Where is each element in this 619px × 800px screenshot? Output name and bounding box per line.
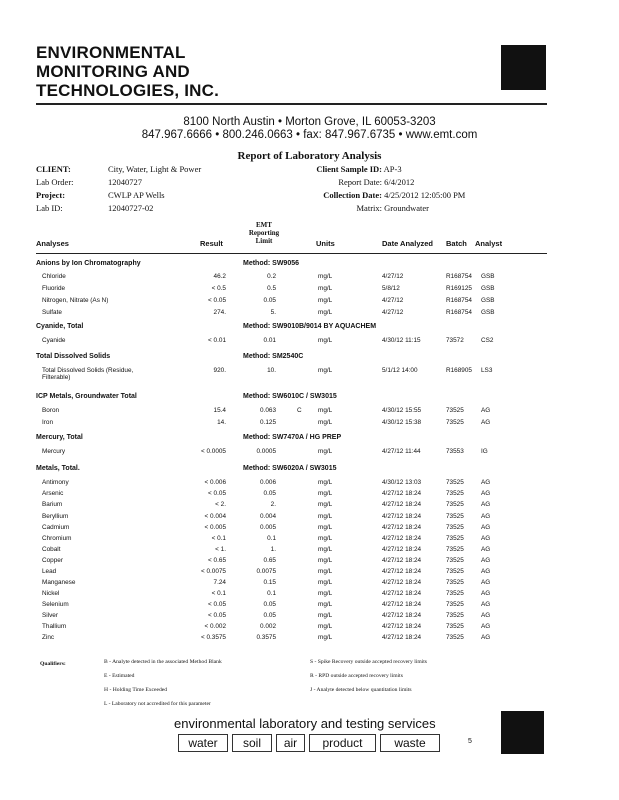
cell-units: mg/L [318, 557, 333, 564]
cell-batch: 73553 [446, 448, 464, 455]
cell-date-analyzed: 5/1/12 14:00 [382, 367, 418, 374]
cell-limit: 0.01 [263, 337, 276, 344]
cell-batch: 73525 [446, 513, 464, 520]
cell-date-analyzed: 4/27/12 18:24 [382, 557, 422, 564]
cell-result: < 0.01 [208, 337, 226, 344]
cell-analyte: Sulfate [42, 309, 62, 316]
group-method: Method: SW9056 [243, 260, 300, 267]
col-header-reporting: Reporting [248, 229, 280, 237]
cell-limit: 5. [270, 309, 276, 316]
cell-date-analyzed: 4/27/12 18:24 [382, 513, 422, 520]
group-method: Method: SM2540C [243, 353, 304, 360]
table-row [0, 634, 619, 645]
cell-batch: 73525 [446, 490, 464, 497]
table-row [0, 407, 619, 418]
cell-units: mg/L [318, 309, 333, 316]
cell-batch: 73525 [446, 590, 464, 597]
company-contact: 847.967.6666 • 800.246.0663 • fax: 847.967.6735 • www.emt.com [141, 129, 478, 141]
cell-units: mg/L [318, 634, 333, 641]
cell-units: mg/L [318, 568, 333, 575]
company-logo-block [501, 45, 546, 90]
cell-limit: 0.1 [267, 535, 276, 542]
company-address: 8100 North Austin • Morton Grove, IL 60053-3203 [183, 116, 436, 128]
cell-date-analyzed: 4/27/12 18:24 [382, 568, 422, 575]
col-header-date-analyzed: Date Analyzed [382, 239, 433, 248]
cell-qualifier: C [297, 407, 302, 414]
company-name-line-3: TECHNOLOGIES, INC. [36, 81, 220, 100]
collection-date-label: Collection Date: [323, 190, 382, 200]
cell-result: < 0.005 [204, 524, 226, 531]
cell-date-analyzed: 5/8/12 [382, 285, 400, 292]
cell-units: mg/L [318, 623, 333, 630]
cell-analyte: Chromium [42, 535, 72, 542]
cell-result: < 0.3575 [200, 634, 226, 641]
cell-limit: 0.05 [263, 601, 276, 608]
cell-date-analyzed: 4/27/12 [382, 273, 404, 280]
cell-date-analyzed: 4/27/12 18:24 [382, 490, 422, 497]
table-row [0, 297, 619, 308]
cell-limit: 1. [270, 546, 276, 553]
cell-analyte: Silver [42, 612, 58, 619]
cell-units: mg/L [318, 590, 333, 597]
table-row [0, 448, 619, 459]
cell-analyst: AG [481, 557, 491, 564]
cell-result: 15.4 [213, 407, 226, 414]
cell-analyte: Lead [42, 568, 57, 575]
cell-analyst: AG [481, 479, 491, 486]
cell-limit: 0.063 [260, 407, 276, 414]
col-header-analyst: Analyst [475, 239, 503, 248]
cell-analyst: AG [481, 601, 491, 608]
table-row [0, 367, 619, 381]
footer-title: environmental laboratory and testing services [174, 716, 436, 731]
cell-date-analyzed: 4/27/12 18:24 [382, 535, 422, 542]
company-name-line-1: ENVIRONMENTAL [36, 43, 186, 62]
cell-analyte: Mercury [42, 448, 66, 455]
group-method: Method: SW6020A / SW3015 [243, 465, 337, 472]
cell-batch: 73525 [446, 419, 464, 426]
cell-units: mg/L [318, 535, 333, 542]
cell-units: mg/L [318, 579, 333, 586]
cell-date-analyzed: 4/27/12 18:24 [382, 524, 422, 531]
cell-analyst: AG [481, 524, 491, 531]
table-row [0, 513, 619, 524]
cell-limit: 0.125 [260, 419, 276, 426]
cell-limit: 0.05 [263, 297, 276, 304]
qualifier-item: E - Estimated [104, 673, 135, 679]
cell-limit: 0.05 [263, 612, 276, 619]
group-title: Anions by Ion Chromatography [36, 260, 141, 267]
cell-analyte: Cobalt [42, 546, 61, 553]
cell-batch: 73525 [446, 535, 464, 542]
cell-date-analyzed: 4/27/12 [382, 297, 404, 304]
cell-units: mg/L [318, 546, 333, 553]
company-name-line-2: MONITORING AND [36, 62, 190, 81]
cell-units: mg/L [318, 479, 333, 486]
table-row [0, 590, 619, 601]
cell-result: 274. [213, 309, 226, 316]
cell-date-analyzed: 4/30/12 15:38 [382, 419, 422, 426]
cell-result: 920. [213, 367, 226, 374]
cell-batch: 73525 [446, 407, 464, 414]
cell-analyte: Thallium [42, 623, 67, 630]
lab-order-label: Lab Order: [36, 177, 74, 187]
cell-result: < 0.05 [208, 490, 226, 497]
header-divider [36, 103, 547, 105]
cell-limit: 2. [270, 501, 276, 508]
cell-batch: 73525 [446, 546, 464, 553]
lab-order-value: 12040727 [108, 177, 142, 187]
footer-service-soil: soil [232, 734, 272, 752]
cell-analyte: Nickel [42, 590, 60, 597]
qualifier-item: H - Holding Time Exceeded [104, 687, 168, 693]
cell-analyst: AG [481, 634, 491, 641]
cell-result: 14. [217, 419, 226, 426]
cell-units: mg/L [318, 448, 333, 455]
cell-analyst: GSB [481, 309, 495, 316]
table-row [0, 501, 619, 512]
cell-analyst: CS2 [481, 337, 494, 344]
table-row [0, 612, 619, 623]
cell-limit: 0.3575 [256, 634, 276, 641]
cell-analyst: AG [481, 579, 491, 586]
cell-limit: 0.65 [263, 557, 276, 564]
cell-units: mg/L [318, 407, 333, 414]
table-row [0, 579, 619, 590]
col-header-analyses: Analyses [36, 239, 69, 248]
table-row [0, 479, 619, 490]
footer-logo-block [501, 711, 544, 754]
group-method: Method: SW9010B/9014 BY AQUACHEM [243, 323, 377, 330]
cell-batch: 73525 [446, 501, 464, 508]
cell-analyst: AG [481, 490, 491, 497]
col-header-units: Units [316, 239, 335, 248]
cell-batch: 73572 [446, 337, 464, 344]
cell-date-analyzed: 4/27/12 18:24 [382, 590, 422, 597]
qualifiers-label: Qualifiers: [40, 661, 66, 667]
project-value: CWLP AP Wells [108, 190, 165, 200]
cell-limit: 0.004 [260, 513, 276, 520]
col-header-reporting-limit [244, 221, 284, 245]
client-label: CLIENT: [36, 164, 71, 174]
cell-analyte: Manganese [42, 579, 76, 586]
qualifier-item: B - Analyte detected in the associated Method Blank [104, 659, 222, 665]
cell-batch: 73525 [446, 634, 464, 641]
info-left [36, 163, 201, 215]
cell-analyte: Chloride [42, 273, 66, 280]
cell-analyst: IG [481, 448, 488, 455]
qualifier-item: L - Laboratory not accredited for this parameter [104, 701, 211, 707]
cell-limit: 0.1 [267, 590, 276, 597]
group-title: Cyanide, Total [36, 323, 84, 330]
matrix-label: Matrix: [356, 203, 382, 213]
cell-batch: 73525 [446, 479, 464, 486]
table-row [0, 557, 619, 568]
cell-limit: 0.5 [267, 285, 276, 292]
cell-limit: 0.2 [267, 273, 276, 280]
cell-result: < 0.0005 [200, 448, 226, 455]
table-row [0, 568, 619, 579]
cell-analyst: AG [481, 546, 491, 553]
cell-batch: 73525 [446, 557, 464, 564]
cell-result: < 0.006 [204, 479, 226, 486]
cell-batch: 73525 [446, 568, 464, 575]
report-title: Report of Laboratory Analysis [237, 150, 382, 162]
cell-analyte: Zinc [42, 634, 55, 641]
cell-date-analyzed: 4/27/12 18:24 [382, 634, 422, 641]
cell-analyte: Nitrogen, Nitrate (As N) [42, 297, 109, 304]
cell-analyst: AG [481, 501, 491, 508]
cell-analyst: GSB [481, 297, 495, 304]
cell-analyst: AG [481, 419, 491, 426]
cell-analyte: Total Dissolved Solids (Residue, Filterable) [42, 367, 134, 381]
group-method: Method: SW7470A / HG PREP [243, 434, 342, 441]
report-date-value: 6/4/2012 [384, 177, 415, 187]
cell-batch: R168754 [446, 309, 472, 316]
footer-service-product: product [309, 734, 376, 752]
cell-units: mg/L [318, 297, 333, 304]
cell-batch: R168754 [446, 297, 472, 304]
cell-batch: R168754 [446, 273, 472, 280]
cell-result: < 0.05 [208, 601, 226, 608]
cell-analyte: Arsenic [42, 490, 64, 497]
lab-id-label: Lab ID: [36, 203, 63, 213]
company-name [36, 43, 219, 100]
table-row [0, 309, 619, 320]
cell-analyte: Antimony [42, 479, 69, 486]
header-underline [36, 253, 547, 254]
cell-units: mg/L [318, 419, 333, 426]
cell-result: < 0.05 [208, 297, 226, 304]
collection-date-value: 4/25/2012 12:05:00 PM [384, 190, 466, 200]
cell-units: mg/L [318, 337, 333, 344]
cell-result: < 0.65 [208, 557, 226, 564]
cell-date-analyzed: 4/30/12 13:03 [382, 479, 422, 486]
cell-analyte: Selenium [42, 601, 69, 608]
cell-batch: R168905 [446, 367, 472, 374]
table-row [0, 490, 619, 501]
cell-limit: 0.005 [260, 524, 276, 531]
group-method: Method: SW6010C / SW3015 [243, 393, 337, 400]
cell-result: < 0.05 [208, 612, 226, 619]
cell-limit: 10. [267, 367, 276, 374]
cell-date-analyzed: 4/27/12 11:44 [382, 448, 421, 455]
table-row [0, 285, 619, 296]
cell-units: mg/L [318, 273, 333, 280]
group-title: Total Dissolved Solids [36, 353, 111, 360]
cell-result: < 0.5 [211, 285, 226, 292]
table-row [0, 535, 619, 546]
cell-analyte: Cyanide [42, 337, 66, 344]
table-row [0, 546, 619, 557]
cell-limit: 0.15 [263, 579, 276, 586]
footer-service-air: air [276, 734, 305, 752]
cell-units: mg/L [318, 513, 333, 520]
cell-analyst: GSB [481, 273, 495, 280]
cell-result: < 0.004 [204, 513, 226, 520]
footer-service-water: water [178, 734, 228, 752]
cell-analyte: Cadmium [42, 524, 70, 531]
cell-batch: 73525 [446, 612, 464, 619]
cell-result: 7.24 [213, 579, 226, 586]
table-row [0, 524, 619, 535]
col-header-limit: Limit [255, 237, 273, 245]
cell-analyte: Boron [42, 407, 60, 414]
cell-units: mg/L [318, 524, 333, 531]
group-title: Metals, Total. [36, 465, 80, 472]
cell-analyst: AG [481, 590, 491, 597]
cell-date-analyzed: 4/30/12 11:15 [382, 337, 421, 344]
cell-analyst: AG [481, 535, 491, 542]
cell-batch: 73525 [446, 601, 464, 608]
cell-date-analyzed: 4/27/12 18:24 [382, 623, 422, 630]
cell-analyst: GSB [481, 285, 495, 292]
cell-limit: 0.0075 [256, 568, 276, 575]
cell-units: mg/L [318, 490, 333, 497]
cell-date-analyzed: 4/27/12 [382, 309, 404, 316]
cell-analyst: LS3 [481, 367, 493, 374]
cell-batch: 73525 [446, 623, 464, 630]
report-date-label: Report Date: [338, 177, 382, 187]
sample-id-value: AP-3 [383, 164, 402, 174]
col-header-batch: Batch [446, 239, 467, 248]
cell-units: mg/L [318, 367, 333, 374]
cell-result: < 0.1 [211, 535, 226, 542]
cell-date-analyzed: 4/27/12 18:24 [382, 601, 422, 608]
cell-units: mg/L [318, 601, 333, 608]
cell-date-analyzed: 4/27/12 18:24 [382, 579, 422, 586]
cell-result: < 1. [215, 546, 226, 553]
col-header-emt: EMT [256, 221, 272, 229]
cell-analyte: Fluoride [42, 285, 66, 292]
cell-analyst: AG [481, 513, 491, 520]
group-title: ICP Metals, Groundwater Total [36, 393, 137, 400]
cell-batch: 73525 [446, 579, 464, 586]
cell-analyst: AG [481, 612, 491, 619]
cell-result: < 0.0075 [200, 568, 226, 575]
cell-limit: 0.05 [263, 490, 276, 497]
cell-analyte: Barium [42, 501, 63, 508]
cell-limit: 0.0005 [256, 448, 276, 455]
cell-date-analyzed: 4/30/12 15:55 [382, 407, 422, 414]
cell-analyst: AG [481, 568, 491, 575]
cell-batch: 73525 [446, 524, 464, 531]
client-value: City, Water, Light & Power [108, 164, 202, 174]
cell-date-analyzed: 4/27/12 18:24 [382, 501, 422, 508]
qualifier-item: J - Analyte detected below quantitation limits [310, 687, 412, 693]
qualifier-item: R - RPD outside accepted recovery limits [310, 673, 403, 679]
cell-result: 46.2 [213, 273, 226, 280]
cell-analyst: AG [481, 407, 491, 414]
cell-units: mg/L [318, 285, 333, 292]
cell-result: < 2. [215, 501, 226, 508]
qualifier-item: S - Spike Recovery outside accepted recovery limits [310, 659, 427, 665]
cell-analyte: Beryllium [42, 513, 69, 520]
sample-id-label: Client Sample ID: [316, 164, 382, 174]
cell-result: < 0.002 [204, 623, 226, 630]
matrix-value: Groundwater [384, 203, 429, 213]
cell-date-analyzed: 4/27/12 18:24 [382, 546, 422, 553]
cell-limit: 0.002 [260, 623, 276, 630]
table-row [0, 601, 619, 612]
info-right [298, 163, 465, 215]
cell-limit: 0.006 [260, 479, 276, 486]
cell-date-analyzed: 4/27/12 18:24 [382, 612, 422, 619]
table-row [0, 273, 619, 284]
cell-result: < 0.1 [211, 590, 226, 597]
cell-analyte: Copper [42, 557, 63, 564]
cell-units: mg/L [318, 501, 333, 508]
cell-analyte: Iron [42, 419, 54, 426]
table-row [0, 623, 619, 634]
page-number: 5 [468, 738, 472, 745]
cell-batch: R169125 [446, 285, 472, 292]
cell-analyst: AG [481, 623, 491, 630]
table-row [0, 337, 619, 348]
footer-service-waste: waste [380, 734, 440, 752]
lab-id-value: 12040727-02 [108, 203, 154, 213]
table-row [0, 419, 619, 430]
group-title: Mercury, Total [36, 434, 83, 441]
cell-units: mg/L [318, 612, 333, 619]
col-header-result: Result [200, 239, 223, 248]
project-label: Project: [36, 190, 66, 200]
